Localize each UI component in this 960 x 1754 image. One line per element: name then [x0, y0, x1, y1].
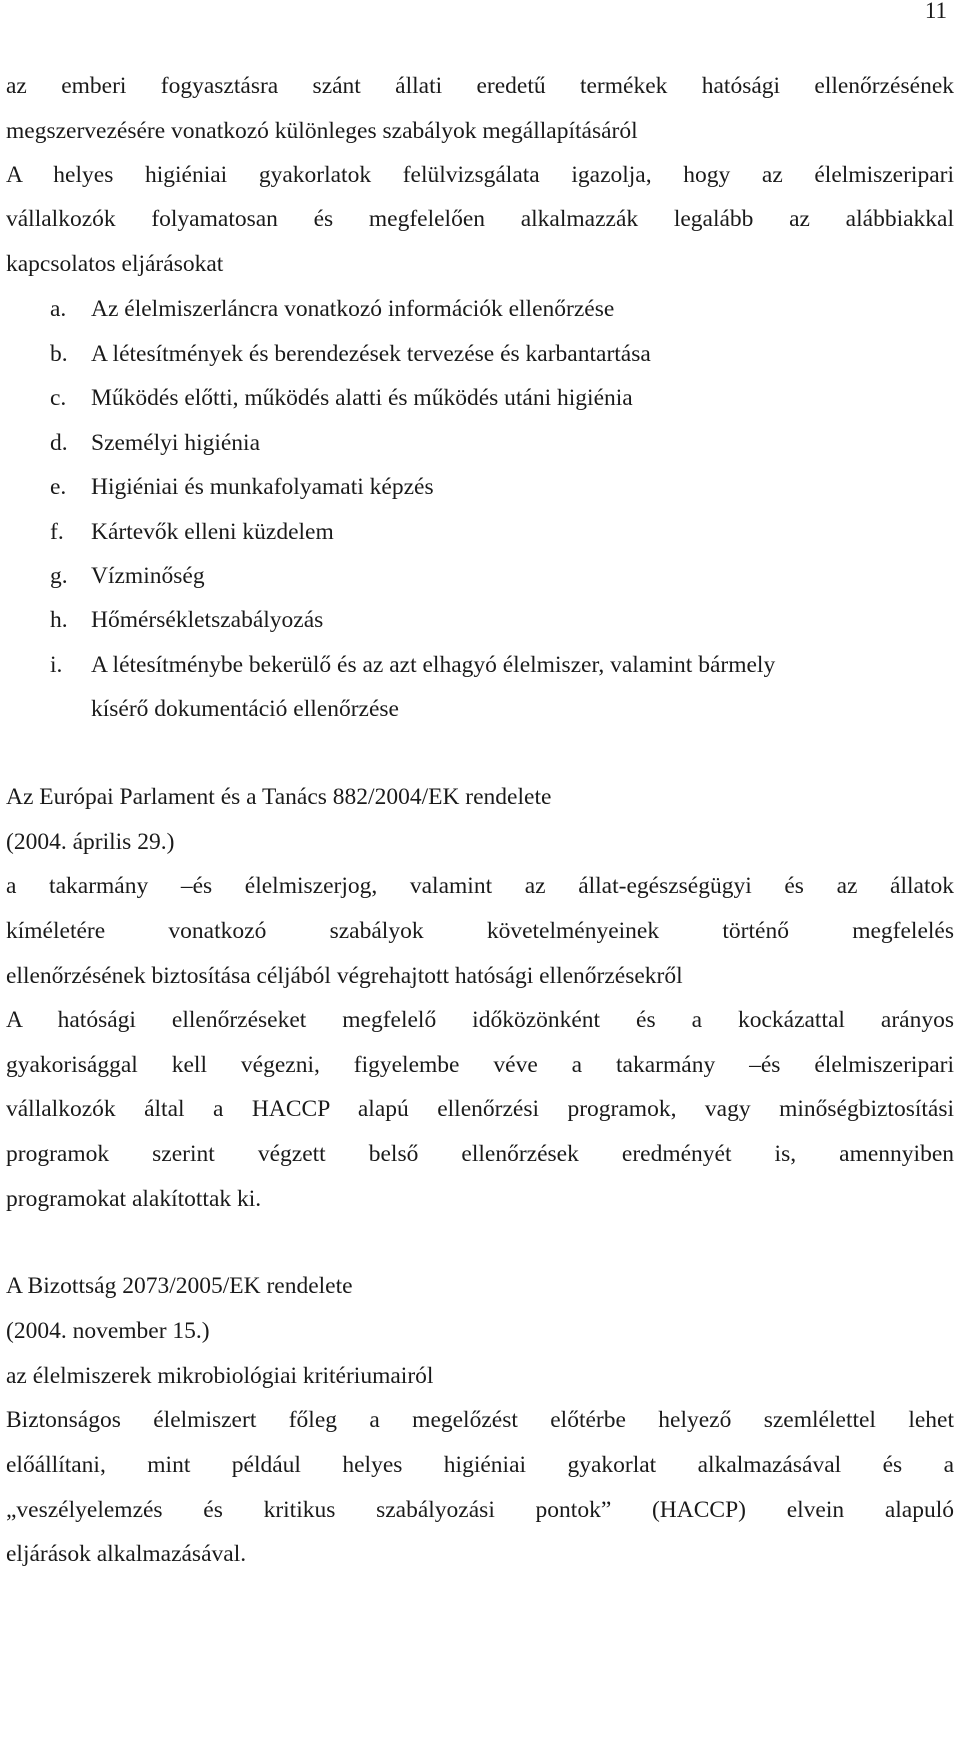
section3-body-line: előállítani, mint például helyes higiéniai gyakorlat alkalmazásával és a [6, 1452, 954, 1478]
section3-body-line: eljárások alkalmazásával. [6, 1541, 247, 1567]
list-marker: a. [50, 296, 67, 322]
section2-body-line: gyakorisággal kell végezni, figyelembe véve a takarmány –és élelmiszeripari [6, 1052, 954, 1078]
section1-body-line: kapcsolatos eljárásokat [6, 251, 224, 277]
list-marker: e. [50, 474, 67, 500]
section1-title-line: megszervezésére vonatkozó különleges szabályok megállapításáról [6, 118, 638, 144]
list-text: Az élelmiszerláncra vonatkozó információk ellenőrzése [91, 296, 615, 322]
list-marker: f. [50, 519, 64, 545]
list-marker: g. [50, 563, 68, 589]
section3-date: (2004. november 15.) [6, 1318, 210, 1344]
section2-body-line: programokat alakítottak ki. [6, 1186, 262, 1212]
section1-title-line: az emberi fogyasztásra szánt állati eredetű termékek hatósági ellenőrzésének [6, 73, 954, 99]
list-marker: b. [50, 341, 68, 367]
section2-title-line: ellenőrzésének biztosítása céljából végrehajtott hatósági ellenőrzésekről [6, 963, 683, 989]
list-marker: h. [50, 607, 68, 633]
section2-body-line: vállalkozók által a HACCP alapú ellenőrzési programok, vagy minőségbiztosítási [6, 1096, 954, 1122]
list-text: kísérő dokumentáció ellenőrzése [91, 696, 399, 722]
section2-body-line: programok szerint végzett belső ellenőrzések eredményét is, amennyiben [6, 1141, 954, 1167]
list-marker: d. [50, 430, 68, 456]
list-marker: i. [50, 652, 63, 678]
list-text: Hőmérsékletszabályozás [91, 607, 324, 633]
section3-regulation: A Bizottság 2073/2005/EK rendelete [6, 1273, 353, 1299]
list-text: A létesítmények és berendezések tervezése és karbantartása [91, 341, 651, 367]
list-text: Személyi higiénia [91, 430, 261, 456]
section2-date: (2004. április 29.) [6, 829, 175, 855]
section2-regulation: Az Európai Parlament és a Tanács 882/2004/EK rendelete [6, 784, 552, 810]
list-text: Működés előtti, működés alatti és működés utáni higiénia [91, 385, 633, 411]
section1-body-line: A helyes higiéniai gyakorlatok felülvizsgálata igazolja, hogy az élelmiszeripari [6, 162, 954, 188]
page-number: 11 [924, 0, 947, 23]
list-text: Higiéniai és munkafolyamati képzés [91, 474, 434, 500]
section2-body-line: A hatósági ellenőrzéseket megfelelő időközönként és a kockázattal arányos [6, 1007, 954, 1033]
section2-title-line: a takarmány –és élelmiszerjog, valamint az állat-egészségügyi és az állatok [6, 873, 954, 899]
list-marker: c. [50, 385, 67, 411]
section3-body-line: Biztonságos élelmiszert főleg a megelőzést előtérbe helyező szemlélettel lehet [6, 1407, 954, 1433]
list-text: Kártevők elleni küzdelem [91, 519, 334, 545]
list-text: Vízminőség [91, 563, 205, 589]
section2-title-line: kíméletére vonatkozó szabályok követelményeinek történő megfelelés [6, 918, 954, 944]
list-text: A létesítménybe bekerülő és az azt elhagyó élelmiszer, valamint bármely [91, 652, 776, 678]
section3-title: az élelmiszerek mikrobiológiai kritériumairól [6, 1363, 434, 1389]
section3-body-line: „veszélyelemzés és kritikus szabályozási pontok” (HACCP) elvein alapuló [6, 1497, 954, 1523]
section1-body-line: vállalkozók folyamatosan és megfelelően alkalmazzák legalább az alábbiakkal [6, 206, 954, 232]
